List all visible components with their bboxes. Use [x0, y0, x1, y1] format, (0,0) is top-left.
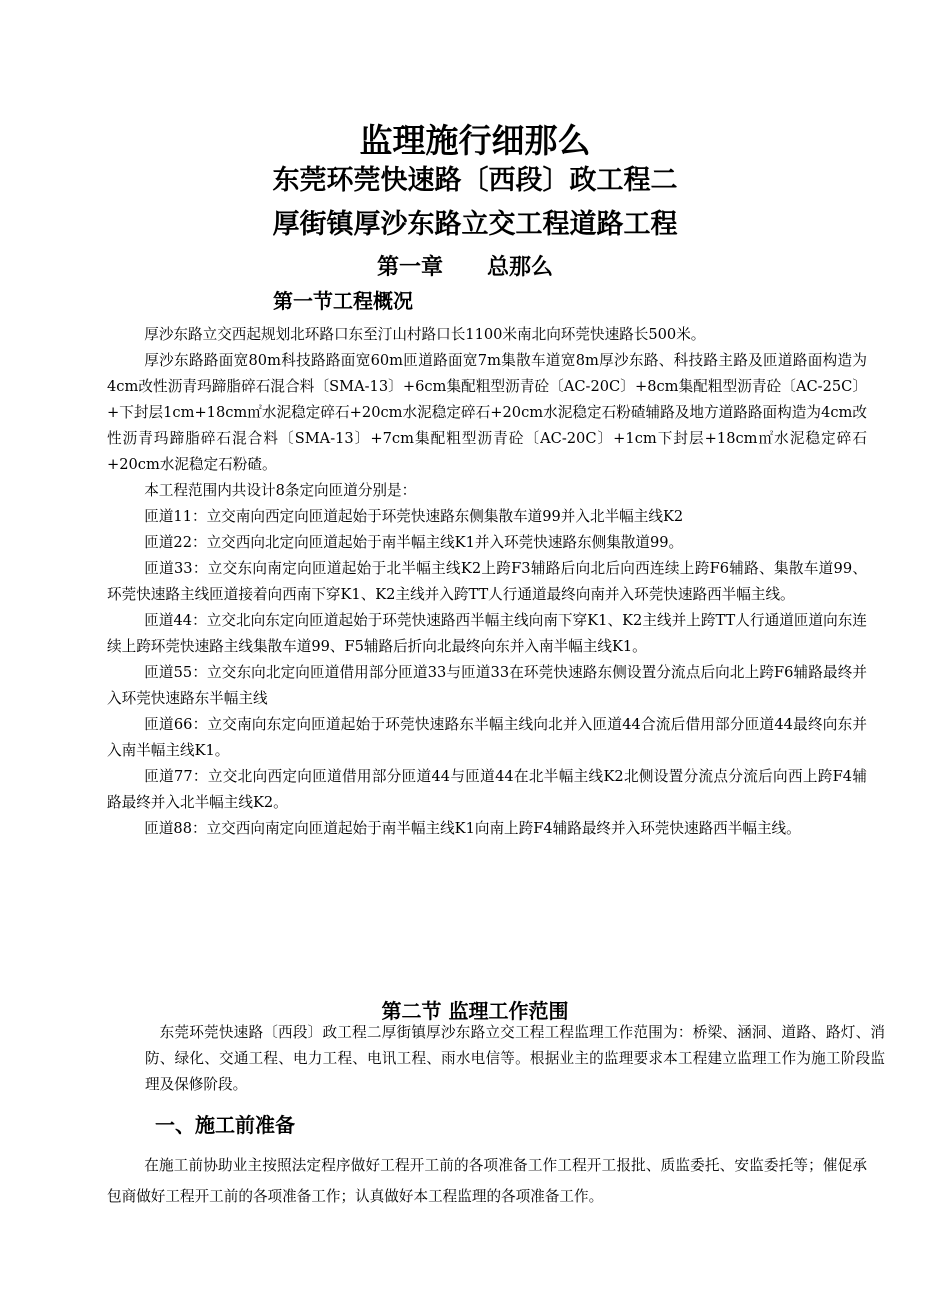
scope-paragraph: 东莞环莞快速路〔西段〕政工程二厚街镇厚沙东路立交工程工程监理工作范围为：桥梁、涵洞、道路、路灯、消防、绿化、交通工程、电力工程、电讯工程、雨水电信等。根据业主的监理要求本工程建立监理工作为施工阶段监理及保修阶段。	[145, 1024, 885, 1093]
project-name-line-2: 厚街镇厚沙东路立交工程道路工程	[272, 209, 678, 240]
ramp-description: 匝道66：立交南向东定向匝道起始于环莞快速路东半幅主线向北并入匝道44合流后借用部分匝道44最终向东并入南半幅主线K1。	[107, 716, 867, 759]
overview-paragraph: 厚沙东路路面宽80m科技路路面宽60m匝道路面宽7m集散车道宽8m厚沙东路、科技路主路及匝道路面构造为4cm改性沥青玛蹄脂碎石混合料〔SMA-13〕+6cm集配粗型沥青砼〔AC-20C〕+8cm集配粗型沥青砼〔AC-25C〕+下封层1cm+18cm㎡水泥稳定碎石+20cm水泥稳定碎石+20cm水泥稳定石粉碴辅路及地方道路路面构造为4cm改性沥青玛蹄脂碎石混合料〔SMA-13〕+7cm集配粗型沥青砼〔AC-20C〕+1cm下封层+18cm㎡水泥稳定碎石+20cm水泥稳定石粉碴。	[107, 352, 867, 473]
ramp-description: 匝道77：立交北向西定向匝道借用部分匝道44与匝道44在北半幅主线K2北侧设置分流点分流后向西上跨F4辅路最终并入北半幅主线K2。	[107, 768, 867, 811]
document-title: 监理施行细那么	[359, 121, 591, 160]
ramp-description: 匝道55：立交东向北定向匝道借用部分匝道33与匝道33在环莞快速路东侧设置分流点后向北上跨F6辅路最终并入环莞快速路东半幅主线	[107, 664, 867, 707]
overview-paragraph: 本工程范围内共设计8条定向匝道分别是：	[144, 482, 417, 499]
section-heading-overview: 第一节工程概况	[273, 289, 413, 313]
section-heading-scope: 第二节 监理工作范围	[381, 999, 569, 1023]
ramp-description: 匝道33：立交东向南定向匝道起始于北半幅主线K2上跨F3辅路后向北后向西连续上跨F6辅路、集散车道99、环莞快速路主线匝道接着向西南下穿K1、K2主线并入跨TT人行通道最终向南并入环莞快速路西半幅主线。	[107, 560, 867, 603]
overview-paragraph: 厚沙东路立交西起规划北环路口东至汀山村路口长1100米南北向环莞快速路长500米。	[144, 326, 706, 343]
overview-body	[107, 322, 867, 842]
chapter-heading: 第一章 总那么	[377, 255, 554, 280]
preparation-paragraph: 在施工前协助业主按照法定程序做好工程开工前的各项准备工作工程开工报批、质监委托、安监委托等；催促承包商做好工程开工前的各项准备工作；认真做好本工程监理的各项准备工作。	[107, 1157, 867, 1205]
scope-body	[145, 1020, 885, 1098]
subsection-heading-preparation: 一、施工前准备	[155, 1113, 295, 1137]
ramp-description: 匝道22：立交西向北定向匝道起始于南半幅主线K1并入环莞快速路东侧集散道99。	[144, 534, 684, 551]
ramp-description: 匝道11：立交南向西定向匝道起始于环莞快速路东侧集散车道99并入北半幅主线K2	[144, 508, 684, 525]
ramp-description: 匝道88：立交西向南定向匝道起始于南半幅主线K1向南上跨F4辅路最终并入环莞快速路西半幅主线。	[144, 820, 801, 837]
project-name-line-1: 东莞环莞快速路〔西段〕政工程二	[272, 165, 678, 196]
preparation-body	[107, 1150, 867, 1212]
ramp-description: 匝道44：立交北向东定向匝道起始于环莞快速路西半幅主线向南下穿K1、K2主线并上跨TT人行通道匝道向东连续上跨环莞快速路主线集散车道99、F5辅路后折向北最终向东并入南半幅主线K1。	[107, 612, 867, 655]
